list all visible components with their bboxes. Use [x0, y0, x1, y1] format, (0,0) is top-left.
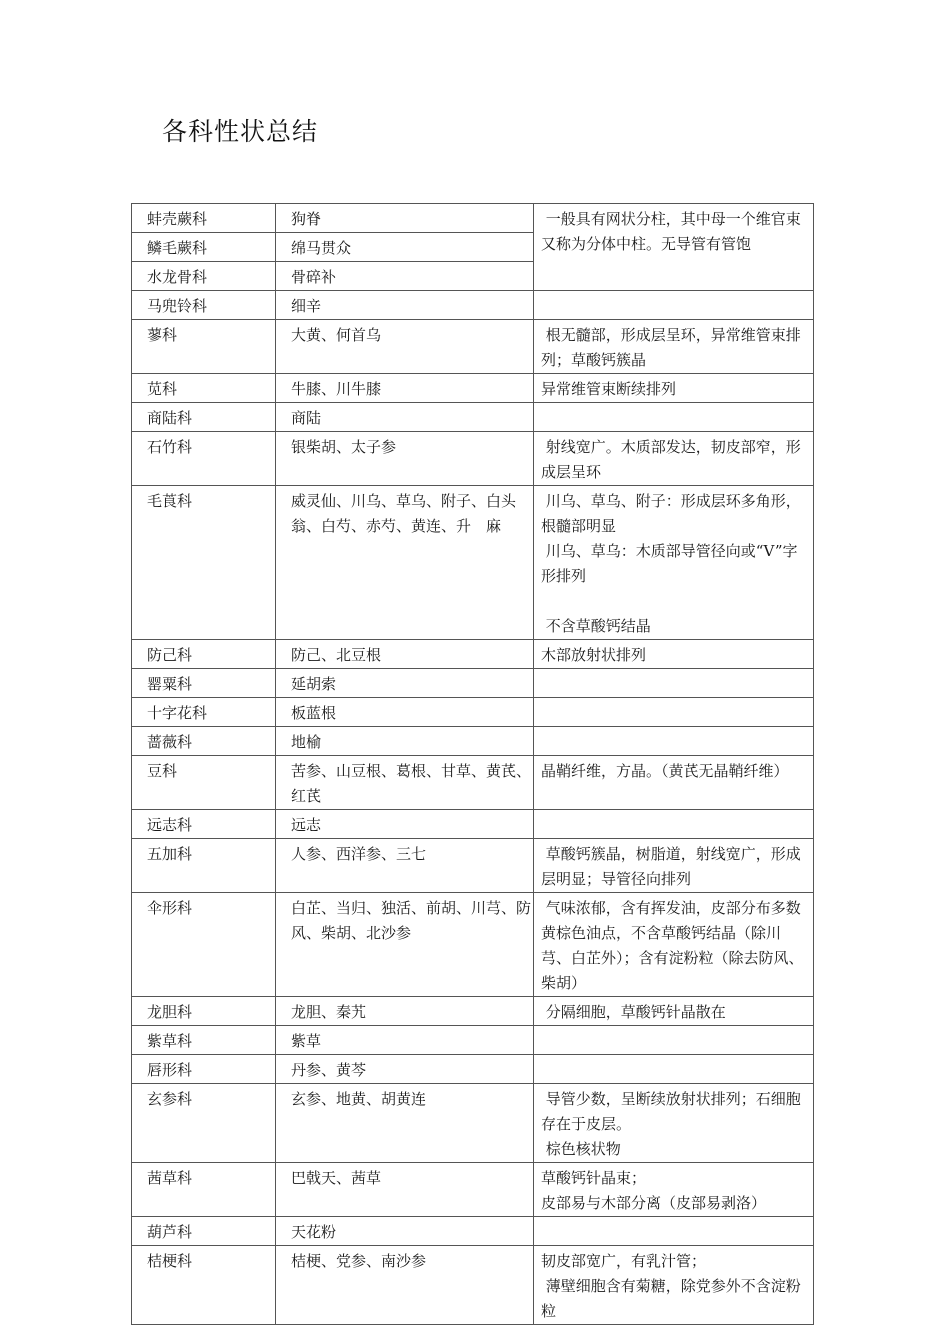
feature-line: 一般具有网状分柱，其中母一个维官束又称为分体中柱。无导管有管饱 [541, 210, 801, 253]
feature-line: 射线宽广。木质部发达，韧皮部窄，形成层呈环 [541, 438, 801, 481]
family-cell: 石竹科 [132, 432, 276, 486]
herbs-cell: 牛膝、川牛膝 [276, 374, 534, 403]
herbs-cell: 丹参、黄芩 [276, 1055, 534, 1084]
herbs-cell: 苦参、山豆根、葛根、甘草、黄芪、红芪 [276, 756, 534, 810]
table-row [132, 204, 814, 233]
feature-line: 导管少数，呈断续放射状排列；石细胞存在于皮层。 [541, 1090, 801, 1133]
herbs-cell: 大黄、何首乌 [276, 320, 534, 374]
family-cell: 鳞毛蕨科 [132, 233, 276, 262]
herbs-cell: 人参、西洋参、三七 [276, 839, 534, 893]
family-cell: 蔷薇科 [132, 727, 276, 756]
feature-line: 棕色核状物 [541, 1140, 621, 1158]
features-cell [534, 1163, 814, 1217]
table-row [132, 1026, 814, 1055]
table-row [132, 1246, 814, 1325]
features-cell [534, 1084, 814, 1163]
herbs-cell: 威灵仙、川乌、草乌、附子、白头翁、白芍、赤芍、黄连、升 麻 [276, 486, 534, 640]
features-cell [534, 893, 814, 997]
herbs-cell: 玄参、地黄、胡黄连 [276, 1084, 534, 1163]
family-cell: 马兜铃科 [132, 291, 276, 320]
family-cell: 伞形科 [132, 893, 276, 997]
family-cell: 十字花科 [132, 698, 276, 727]
table-row [132, 291, 814, 320]
feature-line: 川乌、草乌：木质部导管径向或“V”字形排列 [541, 542, 798, 585]
table-row [132, 1217, 814, 1246]
family-cell: 罂粟科 [132, 669, 276, 698]
family-table [131, 203, 814, 1325]
table-row [132, 640, 814, 669]
table-row [132, 1084, 814, 1163]
family-cell: 豆科 [132, 756, 276, 810]
herbs-cell: 远志 [276, 810, 534, 839]
table-row [132, 486, 814, 640]
features-cell [534, 432, 814, 486]
family-cell: 防己科 [132, 640, 276, 669]
page-title: 各科性状总结 [162, 117, 319, 146]
feature-line: 草酸钙针晶束； [541, 1169, 647, 1187]
features-cell [534, 727, 814, 756]
family-cell: 商陆科 [132, 403, 276, 432]
feature-line: 薄壁细胞含有菊糖，除党参外不含淀粉粒 [541, 1277, 801, 1320]
herbs-cell: 桔梗、党参、南沙参 [276, 1246, 534, 1325]
features-cell [534, 756, 814, 810]
herbs-cell: 龙胆、秦艽 [276, 997, 534, 1026]
features-cell [534, 698, 814, 727]
family-cell: 五加科 [132, 839, 276, 893]
family-cell: 龙胆科 [132, 997, 276, 1026]
feature-line: 晶鞘纤维，方晶。（黄芪无晶鞘纤维） [541, 762, 789, 780]
herbs-cell: 骨碎补 [276, 262, 534, 291]
features-cell [534, 810, 814, 839]
family-cell: 毛莨科 [132, 486, 276, 640]
features-cell [534, 1026, 814, 1055]
feature-line: 气味浓郁，含有挥发油，皮部分布多数黄棕色油点，不含草酸钙结晶（除川芎、白芷外）；含有淀粉粒（除去防风、柴胡） [541, 899, 804, 992]
feature-line: 不含草酸钙结晶 [541, 617, 651, 635]
family-cell: 远志科 [132, 810, 276, 839]
features-cell [534, 997, 814, 1026]
herbs-cell: 商陆 [276, 403, 534, 432]
herbs-cell: 防己、北豆根 [276, 640, 534, 669]
table-row [132, 669, 814, 698]
table-row [132, 756, 814, 810]
table-row [132, 403, 814, 432]
herbs-cell: 紫草 [276, 1026, 534, 1055]
features-cell [534, 1246, 814, 1325]
feature-line: 草酸钙簇晶，树脂道，射线宽广，形成层明显；导管径向排列 [541, 845, 801, 888]
table-row [132, 320, 814, 374]
feature-line: 异常维管束断续排列 [541, 380, 677, 398]
features-cell [534, 640, 814, 669]
features-cell [534, 486, 814, 640]
table-row [132, 810, 814, 839]
features-cell [534, 403, 814, 432]
herbs-cell: 白芷、当归、独活、前胡、川芎、防风、柴胡、北沙参 [276, 893, 534, 997]
table-row [132, 727, 814, 756]
table-row [132, 1055, 814, 1084]
herbs-cell: 延胡索 [276, 669, 534, 698]
family-cell: 蓼科 [132, 320, 276, 374]
features-cell [534, 204, 814, 291]
family-cell: 玄参科 [132, 1084, 276, 1163]
table-row [132, 839, 814, 893]
table-row [132, 1163, 814, 1217]
family-cell: 蚌壳蕨科 [132, 204, 276, 233]
features-cell [534, 839, 814, 893]
family-cell: 水龙骨科 [132, 262, 276, 291]
feature-line: 川乌、草乌、附子：形成层环多角形，根髓部明显 [541, 492, 801, 535]
features-cell [534, 1055, 814, 1084]
herbs-cell: 银柴胡、太子参 [276, 432, 534, 486]
features-cell [534, 291, 814, 320]
herbs-cell: 地榆 [276, 727, 534, 756]
herbs-cell: 板蓝根 [276, 698, 534, 727]
herbs-cell: 细辛 [276, 291, 534, 320]
feature-line: 韧皮部宽广，有乳汁管； [541, 1252, 707, 1270]
feature-line: 分隔细胞，草酸钙针晶散在 [541, 1003, 726, 1021]
features-cell [534, 669, 814, 698]
herbs-cell: 狗脊 [276, 204, 534, 233]
herbs-cell: 绵马贯众 [276, 233, 534, 262]
family-cell: 苋科 [132, 374, 276, 403]
feature-line: 木部放射状排列 [541, 646, 647, 664]
family-cell: 葫芦科 [132, 1217, 276, 1246]
features-cell [534, 374, 814, 403]
features-cell [534, 1217, 814, 1246]
table-row [132, 374, 814, 403]
feature-line [541, 589, 807, 614]
herbs-cell: 巴戟天、茜草 [276, 1163, 534, 1217]
features-cell [534, 320, 814, 374]
family-cell: 紫草科 [132, 1026, 276, 1055]
family-cell: 桔梗科 [132, 1246, 276, 1325]
table-row [132, 893, 814, 997]
table-row [132, 997, 814, 1026]
feature-line: 皮部易与木部分离（皮部易剥洛） [541, 1194, 767, 1212]
family-cell: 唇形科 [132, 1055, 276, 1084]
family-cell: 茜草科 [132, 1163, 276, 1217]
feature-line: 根无髓部，形成层呈环，异常维管束排列；草酸钙簇晶 [541, 326, 801, 369]
table-row [132, 698, 814, 727]
herbs-cell: 天花粉 [276, 1217, 534, 1246]
table-row [132, 432, 814, 486]
